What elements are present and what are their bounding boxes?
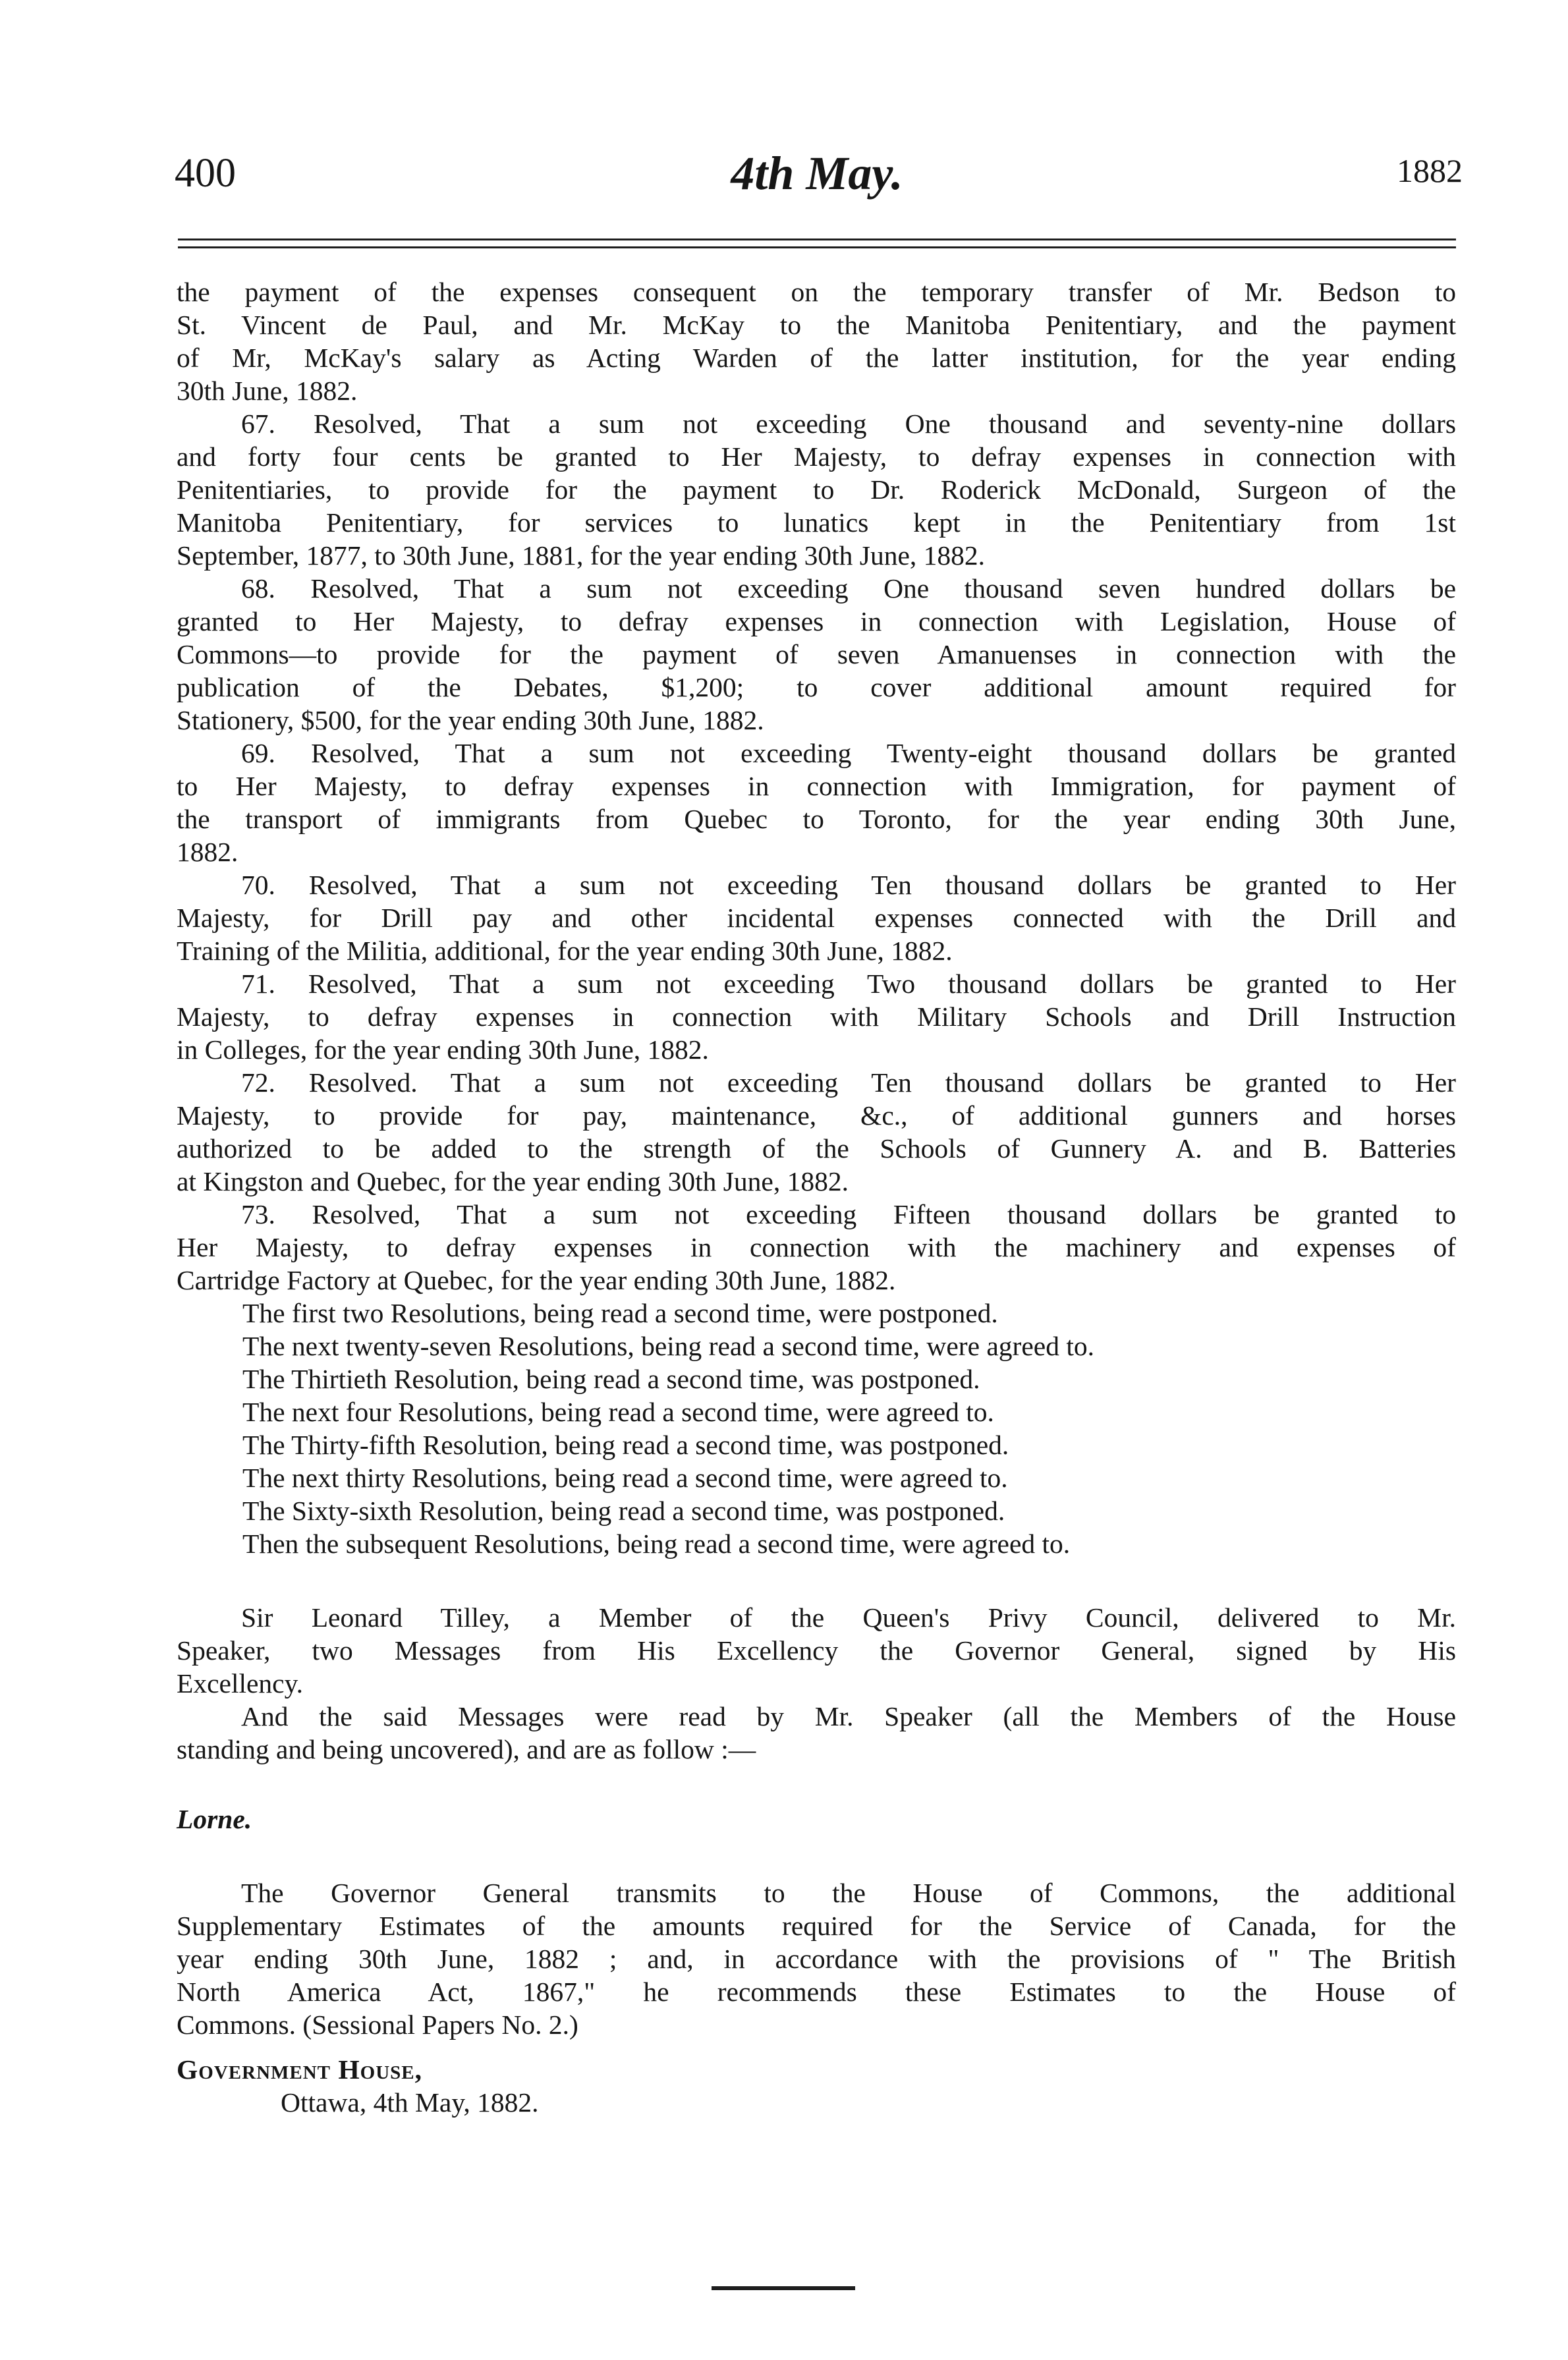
message-paragraph-start: The Governor General transmits to the House of Commons, the additional [241,1878,1456,1908]
resolution-71-start: 71. Resolved, That a sum not exceeding Two thousand dollars be granted to Her [241,969,1456,999]
text-line: Stationery, $500, for the year ending 30th June, 1882. [177,705,764,735]
closing-rule [712,2286,855,2290]
resolution-72-start: 72. Resolved. That a sum not exceeding Ten thousand dollars be granted to Her [241,1067,1456,1098]
summary-line: The first two Resolutions, being read a second time, were postponed. [242,1298,998,1328]
page-year: 1882 [1397,152,1463,189]
government-house-line: Government House, [177,2054,423,2085]
text-line: Excellency. [177,1668,304,1699]
text-line: and forty four cents be granted to Her Majesty, to defray expenses in connection with [177,441,1456,472]
spacer [177,1560,1456,1601]
summary-line: The next four Resolutions, being read a second time, were agreed to. [242,1397,994,1427]
text-line: Supplementary Estimates of the amounts required for the Service of Canada, for the [177,1911,1456,1941]
spacer [177,1766,1456,1803]
summary-line: The Thirty-fifth Resolution, being read a second time, was postponed. [242,1430,1009,1460]
text-line: year ending 30th June, 1882 ; and, in accordance with the provisions of " The British [177,1944,1456,1974]
page-number: 400 [175,151,236,196]
summary-line: The next thirty Resolutions, being read a second time, were agreed to. [242,1463,1008,1493]
summary-line: The next twenty-seven Resolutions, being read a second time, were agreed to. [242,1331,1094,1361]
text-line: 1882. [177,837,238,867]
messages-paragraph-start: Sir Leonard Tilley, a Member of the Queen's Privy Council, delivered to Mr. [241,1602,1456,1633]
resolution-70-start: 70. Resolved, That a sum not exceeding Ten thousand dollars be granted to Her [241,870,1456,900]
text-line: 30th June, 1882. [177,376,358,406]
header-rule-bottom [178,246,1456,248]
text-line: the payment of the expenses consequent on the temporary transfer of Mr. Bedson to [177,277,1456,307]
text-line: Majesty, to provide for pay, maintenance, &c., of additional gunners and horses [177,1100,1456,1131]
page-header [175,147,1463,216]
text-line: at Kingston and Quebec, for the year ending 30th June, 1882. [177,1166,849,1196]
text-line: Speaker, two Messages from His Excellency the Governor General, signed by His [177,1635,1456,1666]
text-line: Manitoba Penitentiary, for services to lunatics kept in the Penitentiary from 1st [177,507,1456,538]
dateline: Ottawa, 4th May, 1882. [281,2087,539,2118]
text-line: standing and being uncovered), and are as follow :— [177,1734,756,1764]
text-line: September, 1877, to 30th June, 1881, for the year ending 30th June, 1882. [177,540,985,571]
text-line: granted to Her Majesty, to defray expenses in connection with Legislation, House of [177,606,1456,636]
text-line: Commons. (Sessional Papers No. 2.) [177,2009,578,2040]
resolution-68-start: 68. Resolved, That a sum not exceeding One thousand seven hundred dollars be [241,573,1456,604]
text-line: in Colleges, for the year ending 30th June, 1882. [177,1034,709,1065]
document-body [177,275,1456,2119]
summary-line: The Sixty-sixth Resolution, being read a second time, was postponed. [242,1496,1005,1526]
text-line: the transport of immigrants from Quebec to Toronto, for the year ending 30th June, [177,804,1456,834]
text-line: And the said Messages were read by Mr. Speaker (all the Members of the House [241,1701,1456,1731]
text-line: Penitentiaries, to provide for the payment to Dr. Roderick McDonald, Surgeon of the [177,474,1456,505]
summary-line: Then the subsequent Resolutions, being read a second time, were agreed to. [242,1529,1071,1559]
text-line: publication of the Debates, $1,200; to cover additional amount required for [177,672,1456,702]
text-line: Cartridge Factory at Quebec, for the year ending 30th June, 1882. [177,1265,896,1295]
header-rule-top [178,239,1456,240]
text-line: authorized to be added to the strength of the Schools of Gunnery A. and B. Batteries [177,1133,1456,1164]
spacer [177,1836,1456,1876]
page-title: 4th May. [731,147,903,200]
text-line: St. Vincent de Paul, and Mr. McKay to the Manitoba Penitentiary, and the payment [177,310,1456,340]
text-line: to Her Majesty, to defray expenses in connection with Immigration, for payment of [177,771,1456,801]
signature-lorne: Lorne. [177,1804,252,1834]
text-line: Training of the Militia, additional, for the year ending 30th June, 1882. [177,936,953,966]
resolution-73-start: 73. Resolved, That a sum not exceeding Fifteen thousand dollars be granted to [241,1199,1456,1229]
resolution-67-start: 67. Resolved, That a sum not exceeding One thousand and seventy-nine dollars [241,408,1456,439]
text-line: of Mr, McKay's salary as Acting Warden of the latter institution, for the year ending [177,343,1456,373]
text-line: North America Act, 1867," he recommends these Estimates to the House of [177,1977,1456,2007]
summary-line: The Thirtieth Resolution, being read a second time, was postponed. [242,1364,980,1394]
text-line: Her Majesty, to defray expenses in connection with the machinery and expenses of [177,1232,1456,1262]
text-line: Majesty, for Drill pay and other incidental expenses connected with the Drill and [177,903,1456,933]
spacer [177,2041,1456,2053]
text-line: Commons—to provide for the payment of seven Amanuenses in connection with the [177,639,1456,669]
text-line: Majesty, to defray expenses in connection with Military Schools and Drill Instruction [177,1001,1456,1032]
resolution-69-start: 69. Resolved, That a sum not exceeding Twenty-eight thousand dollars be granted [241,738,1456,768]
